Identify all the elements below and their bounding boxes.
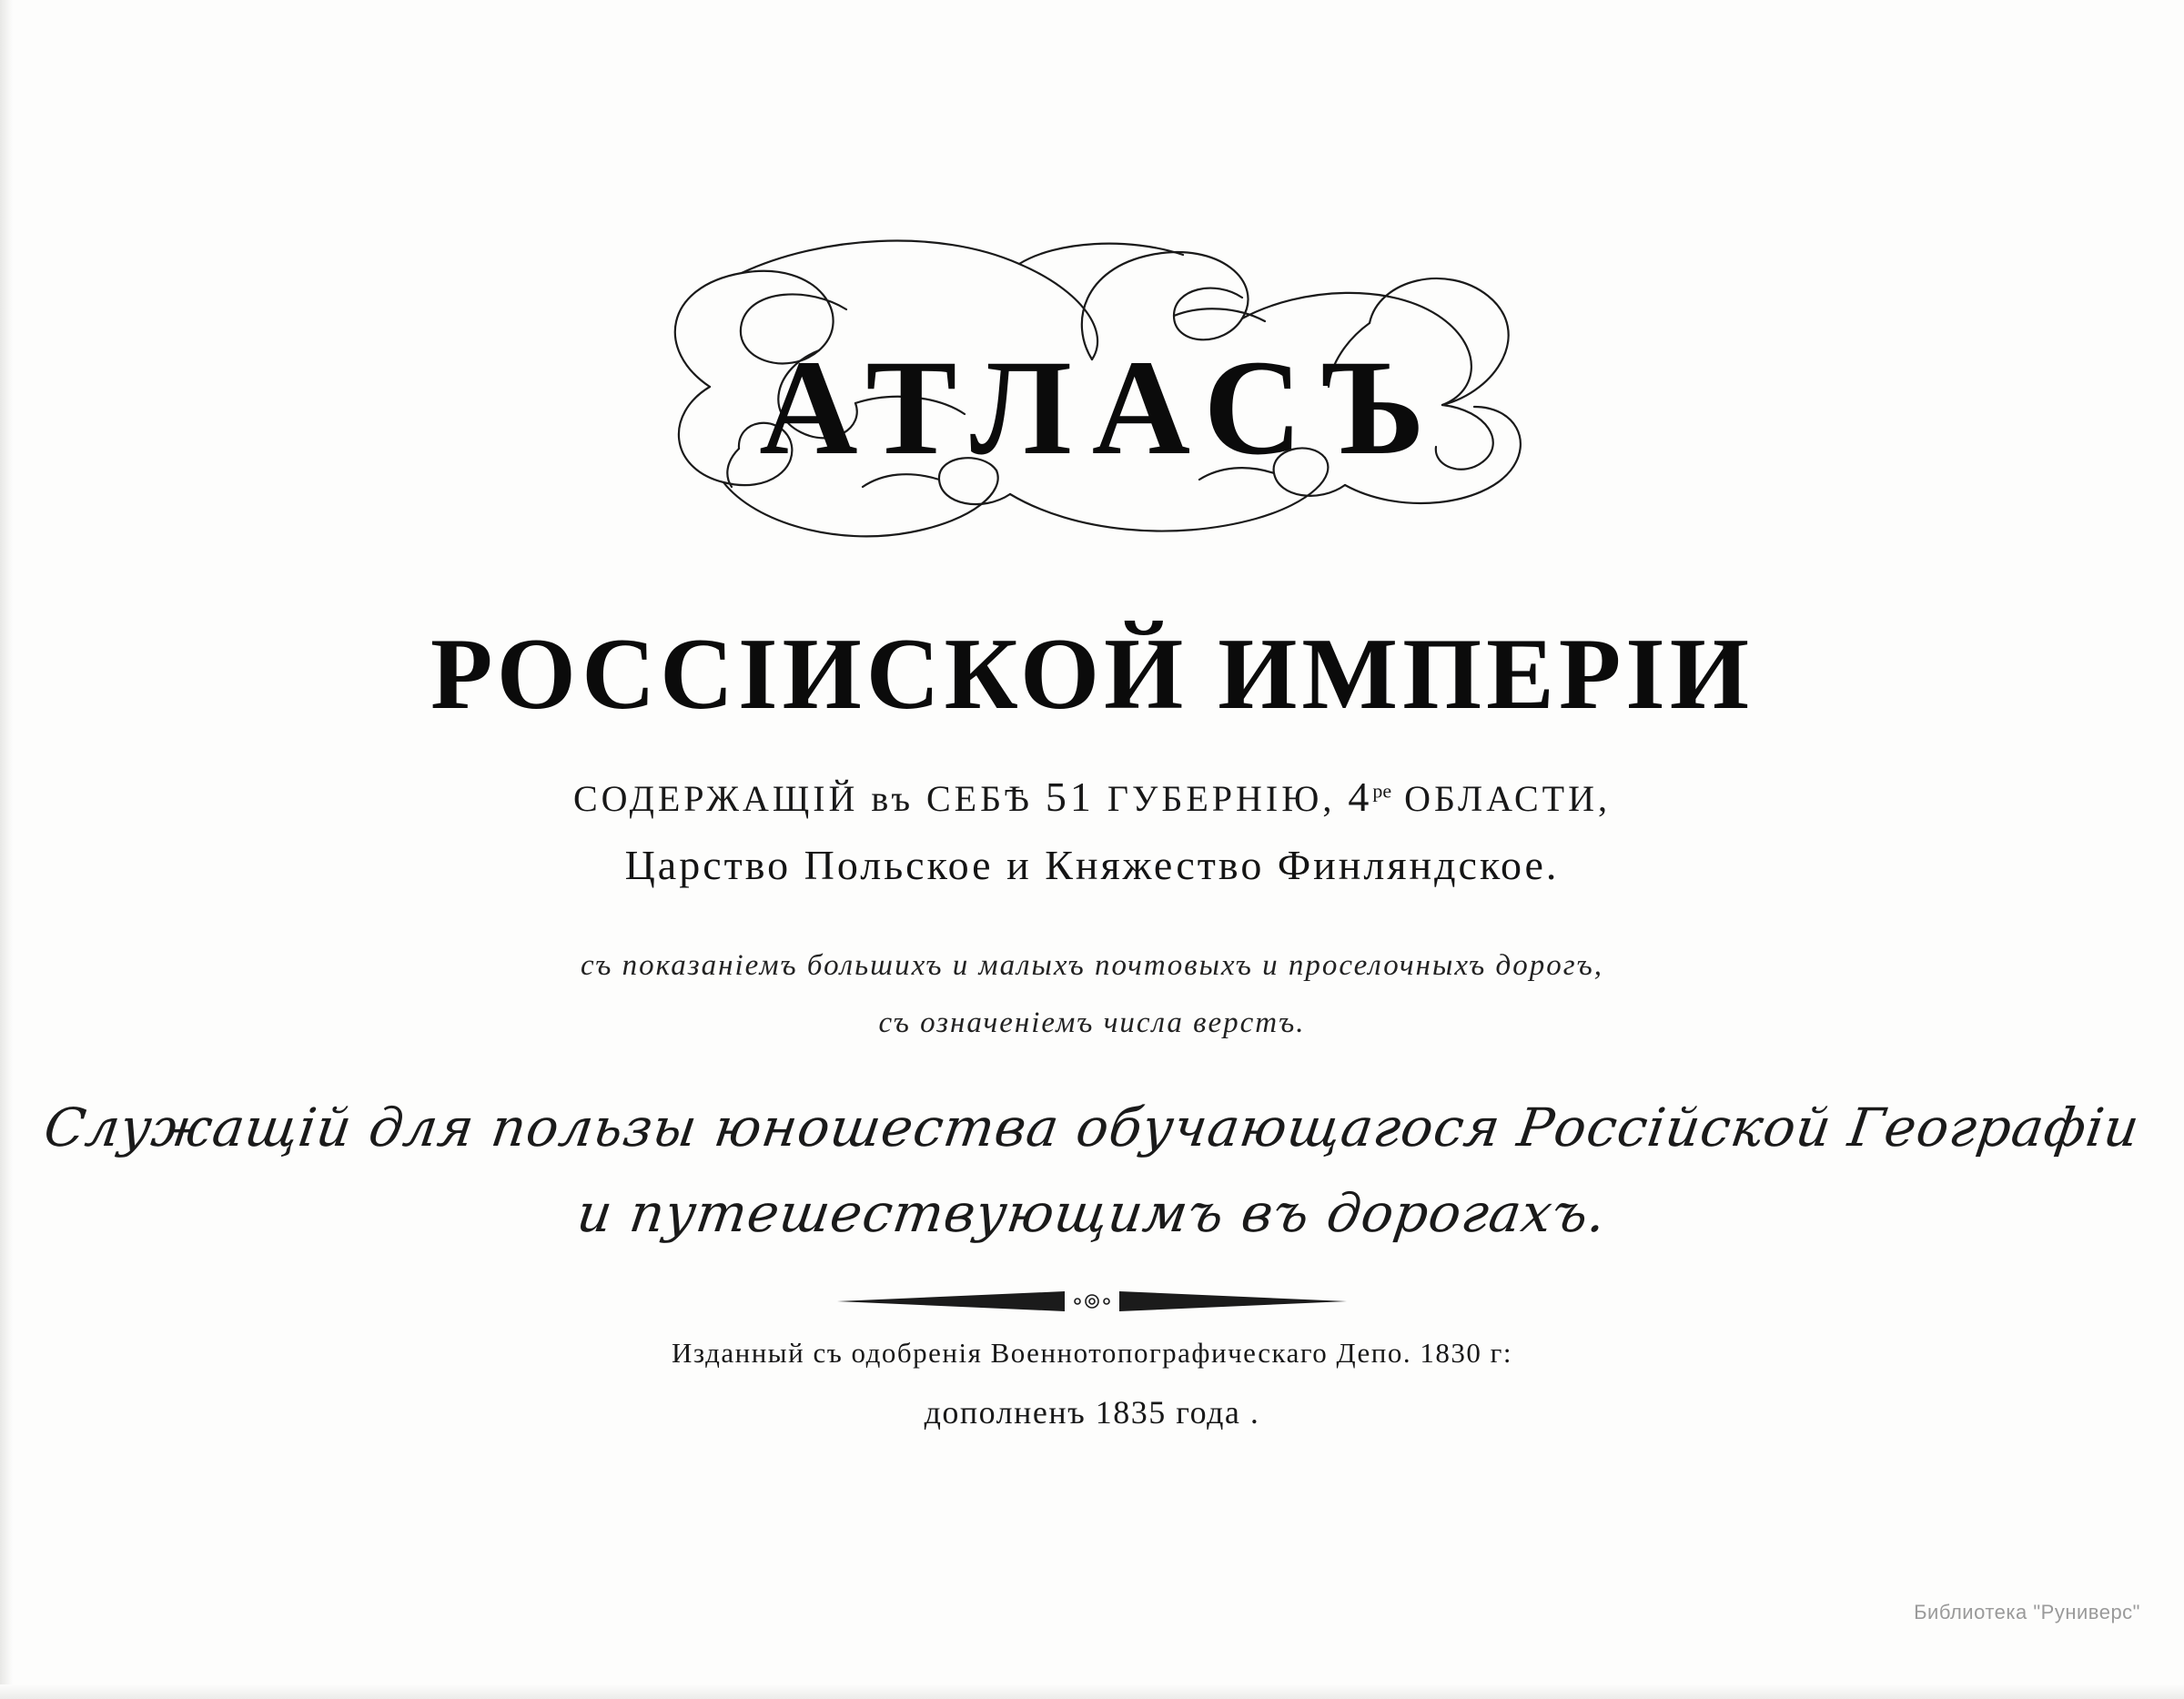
subtitle-oblast-count: 4 — [1348, 773, 1373, 820]
subtitle-contains: СОДЕРЖАЩІЙ — [573, 777, 859, 819]
divider-ornament — [837, 1286, 1347, 1317]
description-line-2: съ означеніемъ числа верстъ. — [878, 1006, 1306, 1039]
subtitle-line-2: Царство Польское и Княжество Финляндское. — [624, 841, 1560, 888]
scan-edge-bottom — [0, 1684, 2184, 1699]
imprint-line-2: дополненъ 1835 года . — [924, 1393, 1260, 1431]
subtitle-line-1 — [0, 773, 2184, 821]
cartouche-ornament — [546, 232, 1638, 614]
subtitle-oblast-superscript: ре — [1372, 779, 1392, 803]
page-title-main: АТЛАСЪ — [759, 332, 1445, 483]
subtitle-governorate-count: 51 — [1045, 773, 1095, 820]
subtitle-oblast-word: ОБЛАСТИ, — [1404, 777, 1611, 819]
page-title-second-line: РОССІИСКОЙ ИМПЕРІИ — [430, 618, 1754, 731]
library-watermark: Библиотека "Руниверс" — [1914, 1601, 2140, 1623]
purpose-line-1: Служащій для пользы юношества обучающагося Россійской Географіи — [40, 1096, 2144, 1158]
description-line-1: съ показаніемъ большихъ и малыхъ почтовыхъ и проселочныхъ дорогъ, — [581, 948, 1603, 982]
purpose-line-2: и путешествующимъ въ дорогахъ. — [573, 1181, 1611, 1244]
double-arrow-divider-icon — [837, 1286, 1347, 1317]
subtitle-in-itself: въ СЕБѢ — [871, 777, 1033, 819]
imprint-line-1: Изданный съ одобренія Военнотопографическаго Депо. 1830 г: — [672, 1336, 1512, 1369]
subtitle-governorate-word: ГУБЕРНІЮ, — [1107, 777, 1336, 819]
